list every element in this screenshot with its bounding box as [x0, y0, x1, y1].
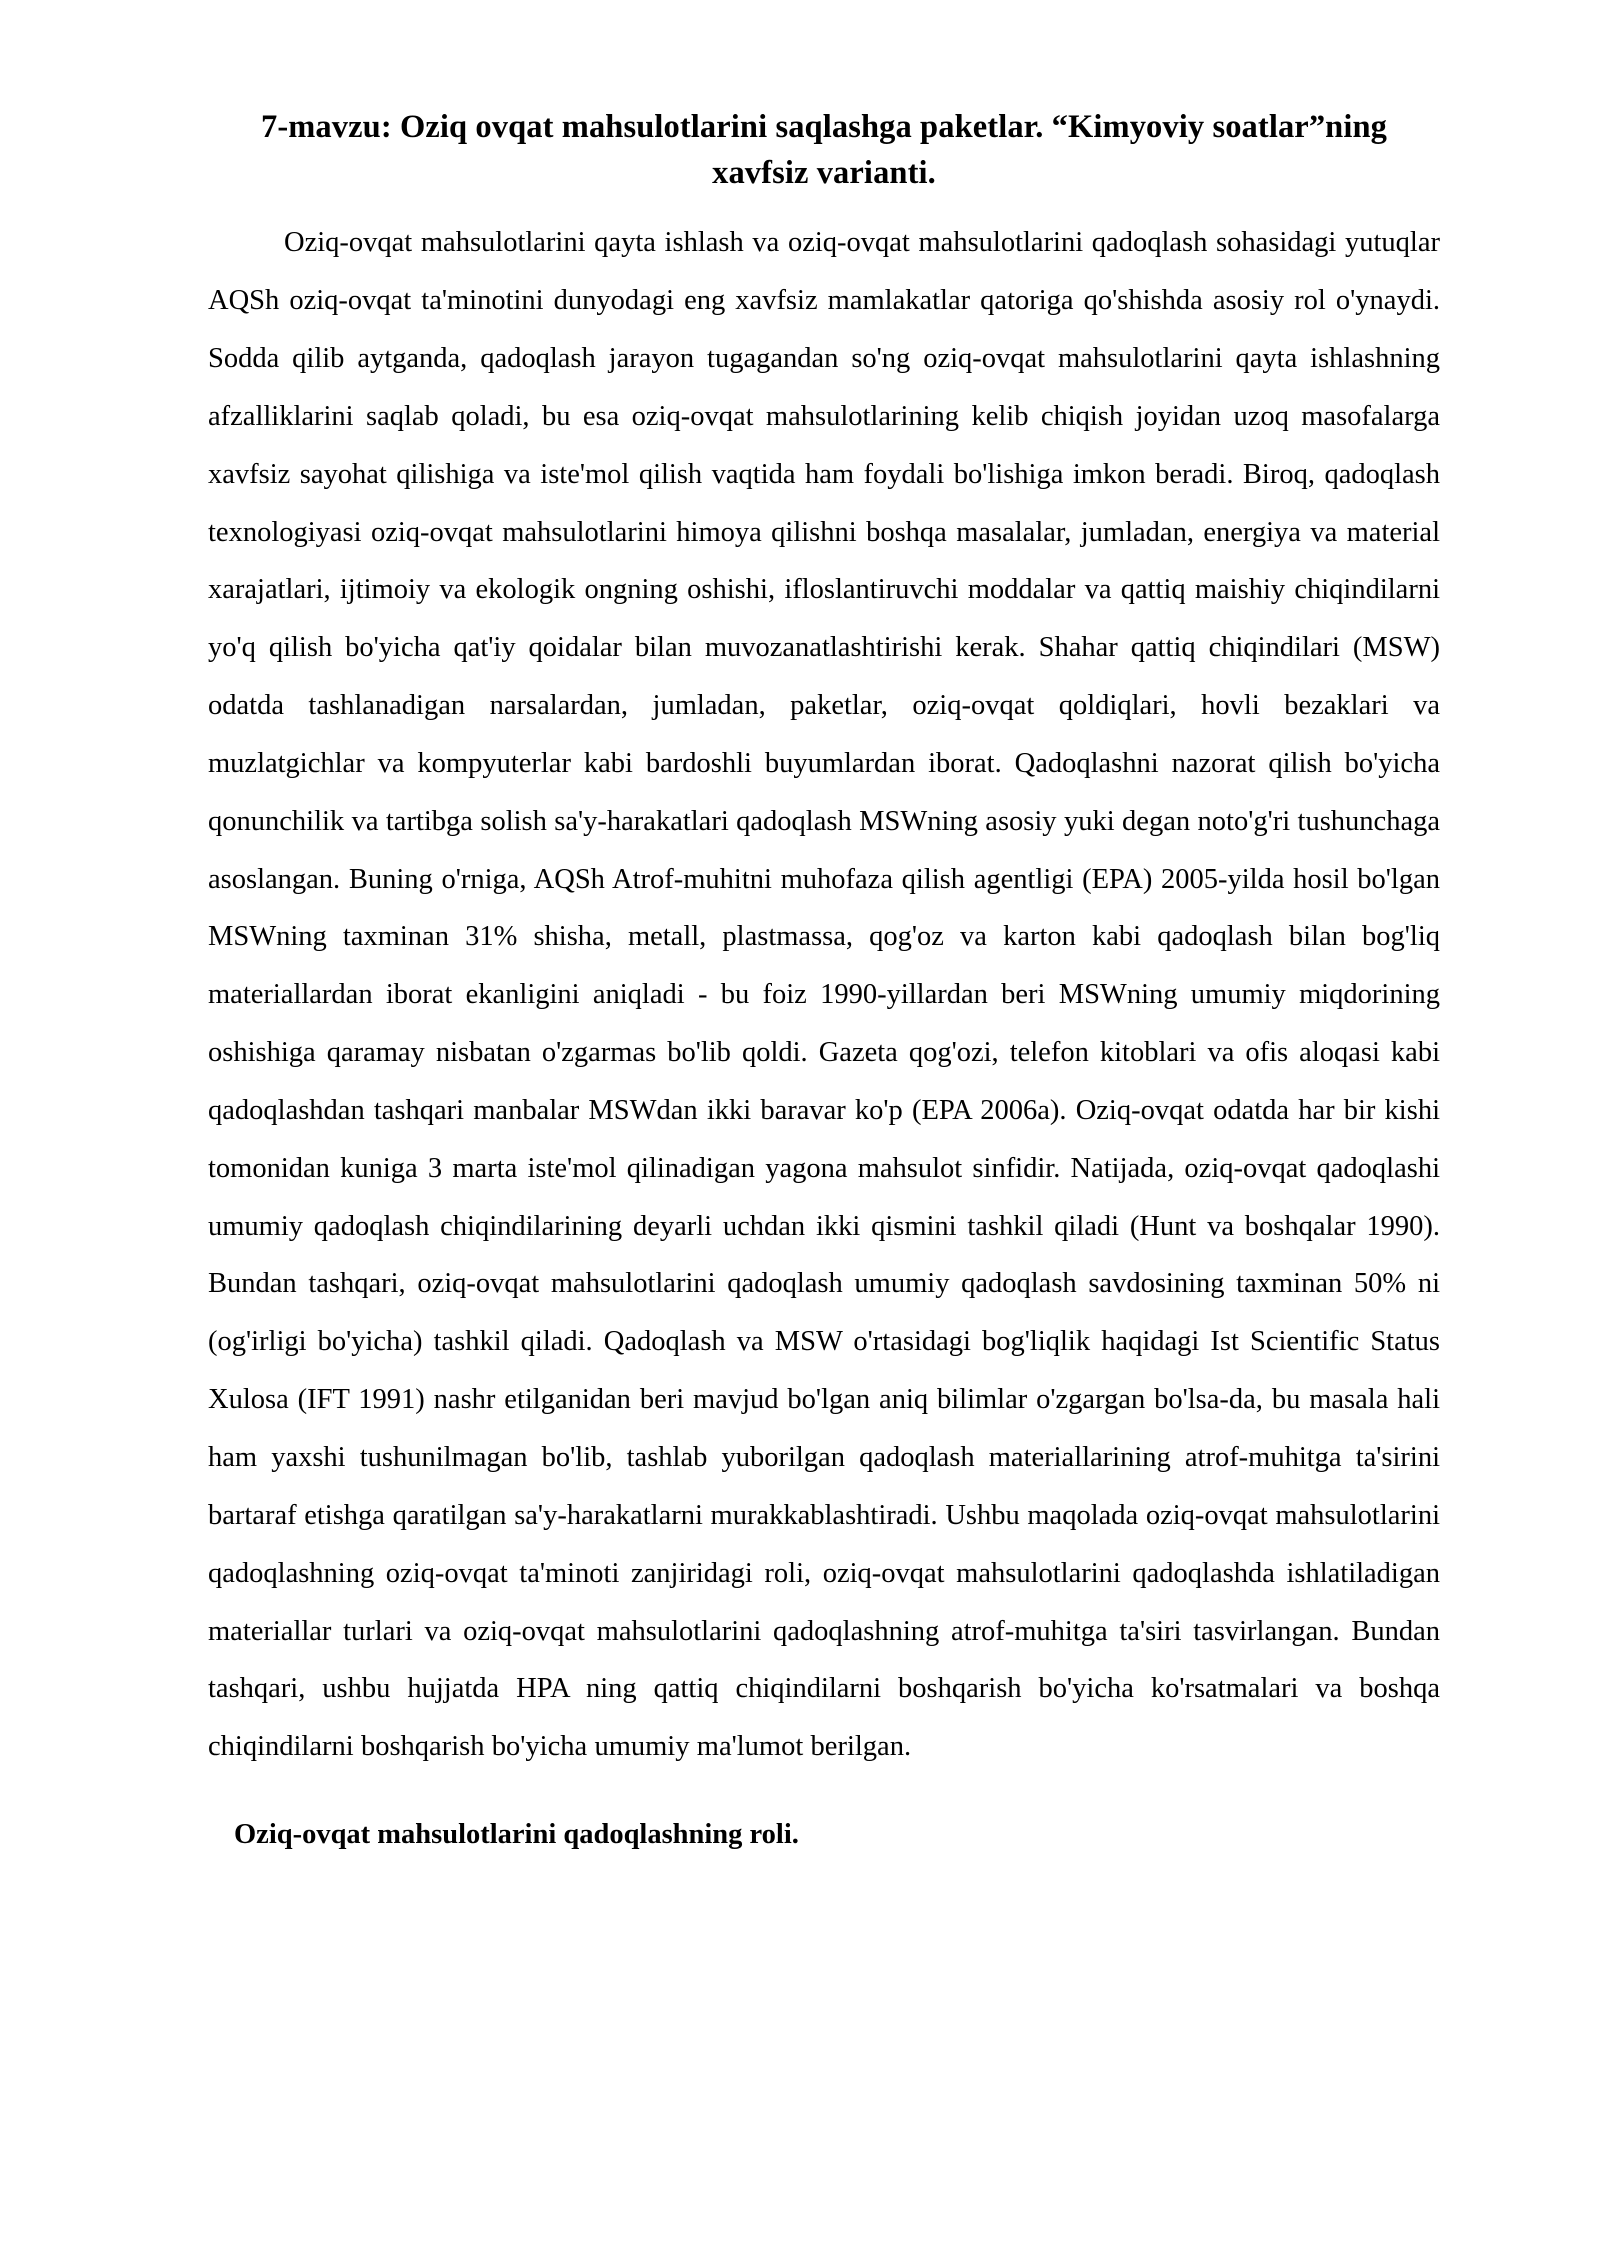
document-content: [208, 104, 1440, 1864]
section-heading: Oziq-ovqat mahsulotlarini qadoqlashning roli.: [234, 1819, 799, 1851]
page-title: 7-mavzu: Oziq ovqat mahsulotlarini saqlashga paketlar. “Kimyoviy soatlar”ning xavfsiz varianti.: [260, 109, 1388, 192]
body-paragraph: Oziq-ovqat mahsulotlarini qayta ishlash va oziq-ovqat mahsulotlarini qadoqlash sohasidagi yutuqlar AQSh oziq-ovqat ta'minotini dunyodagi eng xavfsiz mamlakatlar qatoriga qo'shishda asosiy rol o'ynaydi. Sodda qilib aytganda, qadoqlash jarayon tugagandan so'ng oziq-ovqat mahsulotlarini qayta ishlashning afzalliklarini saqlab qoladi, bu esa oziq-ovqat mahsulotlarining kelib chiqish joyidan uzoq masofalarga xavfsiz sayohat qilishiga va iste'mol qilish vaqtida ham foydali bo'lishiga imkon beradi. Biroq, qadoqlash texnologiyasi oziq-ovqat mahsulotlarini himoya qilishni boshqa masalalar, jumladan, energiya va material xarajatlari, ijtimoiy va ekologik ongning oshishi, ifloslantiruvchi moddalar va qattiq maishiy chiqindilarni yo'q qilish bo'yicha qat'iy qoidalar bilan muvozanatlashtirishi kerak. Shahar qattiq chiqindilari (MSW) odatda tashlanadigan narsalardan, jumladan, paketlar, oziq-ovqat qoldiqlari, hovli bezaklari va muzlatgichlar va kompyuterlar kabi bardoshli buyumlardan iborat. Qadoqlashni nazorat qilish bo'yicha qonunchilik va tartibga solish sa'y-harakatlari qadoqlash MSWning asosiy yuki degan noto'g'ri tushunchaga asoslangan. Buning o'rniga, AQSh Atrof-muhitni muhofaza qilish agentligi (EPA) 2005-yilda hosil bo'lgan MSWning taxminan 31% shisha, metall, plastmassa, qog'oz va karton kabi qadoqlash bilan bog'liq materiallardan iborat ekanligini aniqladi - bu foiz 1990-yillardan beri MSWning umumiy miqdorining oshishiga qaramay nisbatan o'zgarmas bo'lib qoldi. Gazeta qog'ozi, telefon kitoblari va ofis aloqasi kabi qadoqlashdan tashqari manbalar MSWdan ikki baravar ko'p (EPA 2006a). Oziq-ovqat odatda har bir kishi tomonidan kuniga 3 marta iste'mol qilinadigan yagona mahsulot sinfidir. Natijada, oziq-ovqat qadoqlashi umumiy qadoqlash chiqindilarining deyarli uchdan ikki qismini tashkil qiladi (Hunt va boshqalar 1990). Bundan tashqari, oziq-ovqat mahsulotlarini qadoqlash umumiy qadoqlash savdosining taxminan 50% ni (og'irligi bo'yicha) tashkil qiladi. Qadoqlash va MSW o'rtasidagi bog'liqlik haqidagi Ist Scientific Status Xulosa (IFT 1991) nashr etilganidan beri mavjud bo'lgan aniq bilimlar o'zgargan bo'lsa-da, bu masala hali ham yaxshi tushunilmagan bo'lib, tashlab yuborilgan qadoqlash materiallarining atrof-muhitga ta'sirini bartaraf etishga qaratilgan sa'y-harakatlarni murakkablashtiradi. Ushbu maqolada oziq-ovqat mahsulotlarini qadoqlashning oziq-ovqat ta'minoti zanjiridagi roli, oziq-ovqat mahsulotlarini qadoqlashda ishlatiladigan materiallar turlari va oziq-ovqat mahsulotlarini qadoqlashning atrof-muhitga ta'siri tasvirlangan. Bundan tashqari, ushbu hujjatda HPA ning qattiq chiqindilarni boshqarish bo'yicha ko'rsatmalari va boshqa chiqindilarni boshqarish bo'yicha umumiy ma'lumot berilgan.: [208, 227, 1440, 1763]
